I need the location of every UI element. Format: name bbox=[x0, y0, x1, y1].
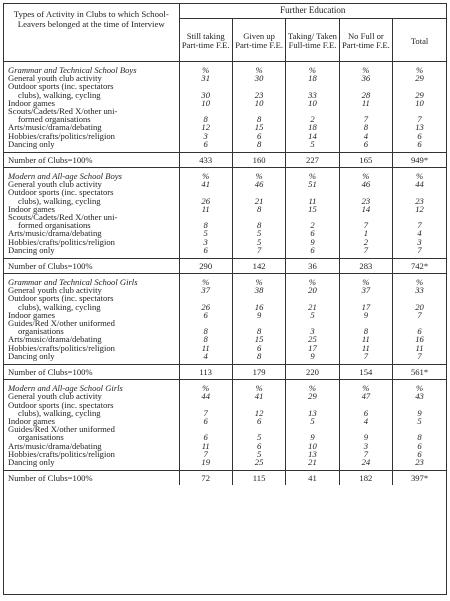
value-cell: 7 bbox=[179, 450, 232, 458]
value-cell: 9 bbox=[339, 433, 392, 441]
value-cell: 9 bbox=[286, 433, 339, 441]
activity-table-page bbox=[3, 3, 447, 595]
activity-label: Hobbies/crafts/politics/religion bbox=[4, 344, 179, 352]
percent-symbol: % bbox=[339, 172, 392, 180]
value-cell: 26 bbox=[179, 197, 232, 205]
activity-label: Dancing only bbox=[4, 246, 179, 254]
value-cell: 2 bbox=[286, 115, 339, 123]
percent-symbol: % bbox=[415, 383, 424, 394]
table-title: Types of Activity in Clubs to which School-Leavers belonged at the time of Interview bbox=[4, 4, 179, 62]
value-cell: 15 bbox=[232, 335, 285, 343]
value-cell: 5 bbox=[232, 433, 285, 441]
value-cell: 24 bbox=[339, 458, 392, 466]
count-value: 742* bbox=[393, 259, 446, 274]
section-title: Grammar and Technical School Girls bbox=[4, 278, 179, 286]
value-cell: 6 bbox=[339, 140, 392, 148]
value-cell: 13 bbox=[286, 450, 339, 458]
value-cell: 12 bbox=[232, 409, 285, 417]
value-cell: 8 bbox=[417, 432, 422, 443]
value-cell: 30 bbox=[179, 91, 232, 99]
percent-symbol: % bbox=[232, 172, 285, 180]
percent-symbol: % bbox=[286, 278, 339, 286]
count-label: Number of Clubs=100% bbox=[4, 153, 179, 168]
activity-label: Dancing only bbox=[4, 140, 179, 148]
value-cell: 11 bbox=[339, 344, 392, 352]
column-header-no-fe: No Full or Part-time F.E. bbox=[339, 19, 392, 62]
club-count-row bbox=[4, 259, 446, 274]
value-cell: 7 bbox=[339, 352, 392, 360]
percent-symbol: % bbox=[232, 66, 285, 74]
value-cell: 3 bbox=[339, 442, 392, 450]
value-cell: 33 bbox=[286, 91, 339, 99]
table-row bbox=[4, 238, 446, 246]
value-cell: 18 bbox=[286, 123, 339, 131]
count-value: 165 bbox=[339, 153, 392, 168]
value-cell: 5 bbox=[232, 450, 285, 458]
value-cell: 6 bbox=[232, 442, 285, 450]
percent-symbol: % bbox=[179, 384, 232, 392]
activity-label-continuation: organisations bbox=[4, 433, 179, 441]
value-cell: 3 bbox=[179, 238, 232, 246]
value-cell: 5 bbox=[286, 311, 339, 319]
value-cell: 36 bbox=[339, 74, 392, 82]
value-cell: 14 bbox=[339, 205, 392, 213]
value-cell: 20 bbox=[286, 286, 339, 294]
count-value: 142 bbox=[232, 259, 285, 274]
count-value: 160 bbox=[232, 153, 285, 168]
value-cell: 23 bbox=[415, 195, 424, 206]
value-cell: 6 bbox=[417, 440, 422, 451]
value-cell: 8 bbox=[232, 140, 285, 148]
value-cell: 17 bbox=[286, 344, 339, 352]
activity-label: Arts/music/drama/debating bbox=[4, 123, 179, 131]
percent-symbol: % bbox=[339, 384, 392, 392]
count-value: 179 bbox=[232, 365, 285, 380]
value-cell: 51 bbox=[286, 180, 339, 188]
value-cell: 8 bbox=[232, 352, 285, 360]
value-cell: 9 bbox=[286, 238, 339, 246]
value-cell: 4 bbox=[339, 417, 392, 425]
value-cell: 10 bbox=[286, 99, 339, 107]
further-education-heading: Further Education bbox=[179, 4, 446, 19]
activity-label: Hobbies/crafts/politics/religion bbox=[4, 450, 179, 458]
value-cell: 25 bbox=[232, 458, 285, 466]
value-cell: 41 bbox=[179, 180, 232, 188]
value-cell: 4 bbox=[339, 132, 392, 140]
value-cell: 8 bbox=[232, 205, 285, 213]
activity-label: General youth club activity bbox=[4, 74, 179, 82]
count-value: 154 bbox=[339, 365, 392, 380]
value-cell: 6 bbox=[179, 417, 232, 425]
value-cell: 46 bbox=[232, 180, 285, 188]
value-cell: 8 bbox=[179, 327, 232, 335]
header-row-top bbox=[4, 4, 446, 19]
value-cell: 1 bbox=[339, 229, 392, 237]
club-count-row bbox=[4, 471, 446, 486]
value-cell: 6 bbox=[417, 326, 422, 337]
value-cell: 25 bbox=[286, 335, 339, 343]
value-cell: 46 bbox=[339, 180, 392, 188]
activity-label: Indoor games bbox=[4, 99, 179, 107]
value-cell: 6 bbox=[232, 132, 285, 140]
table-row bbox=[4, 319, 446, 327]
value-cell: 5 bbox=[286, 417, 339, 425]
value-cell: 4 bbox=[417, 228, 422, 239]
value-cell: 20 bbox=[415, 301, 424, 312]
count-value: 433 bbox=[179, 153, 232, 168]
value-cell: 4 bbox=[179, 352, 232, 360]
value-cell: 10 bbox=[286, 442, 339, 450]
value-cell: 13 bbox=[286, 409, 339, 417]
value-cell: 16 bbox=[232, 303, 285, 311]
activity-label: Dancing only bbox=[4, 352, 179, 360]
activity-label: Outdoor sports (inc. spectators bbox=[4, 294, 179, 302]
value-cell: 12 bbox=[179, 123, 232, 131]
count-value: 115 bbox=[232, 471, 285, 486]
activity-table bbox=[4, 4, 446, 485]
column-header-still-part-time: Still taking Part-time F.E. bbox=[179, 19, 232, 62]
value-cell: 29 bbox=[415, 73, 424, 84]
count-value: 220 bbox=[286, 365, 339, 380]
value-cell: 7 bbox=[417, 220, 422, 231]
activity-label: Hobbies/crafts/politics/religion bbox=[4, 132, 179, 140]
percent-symbol: % bbox=[286, 172, 339, 180]
activity-label: General youth club activity bbox=[4, 180, 179, 188]
value-cell: 26 bbox=[179, 303, 232, 311]
value-cell: 23 bbox=[415, 456, 424, 467]
value-cell: 3 bbox=[286, 327, 339, 335]
percent-symbol: % bbox=[415, 171, 424, 182]
value-cell: 6 bbox=[179, 140, 232, 148]
value-cell: 5 bbox=[286, 140, 339, 148]
value-cell: 3 bbox=[179, 132, 232, 140]
value-cell: 11 bbox=[339, 335, 392, 343]
percent-symbol: % bbox=[179, 66, 232, 74]
value-cell: 7 bbox=[417, 244, 422, 255]
value-cell: 11 bbox=[179, 205, 232, 213]
activity-label-continuation: organisations bbox=[4, 327, 179, 335]
value-cell: 7 bbox=[339, 221, 392, 229]
count-value: 283 bbox=[339, 259, 392, 274]
value-cell: 44 bbox=[179, 392, 232, 400]
activity-label-continuation: clubs), walking, cycling bbox=[4, 303, 179, 311]
activity-label: Indoor games bbox=[4, 417, 179, 425]
column-header-given-up-part-time: Given up Part-time F.E. bbox=[232, 19, 285, 62]
value-cell: 8 bbox=[232, 221, 285, 229]
count-value: 41 bbox=[286, 471, 339, 486]
activity-label: General youth club activity bbox=[4, 392, 179, 400]
percent-symbol: % bbox=[286, 66, 339, 74]
value-cell: 23 bbox=[339, 197, 392, 205]
value-cell: 15 bbox=[286, 205, 339, 213]
percent-symbol: % bbox=[232, 278, 285, 286]
club-count-row bbox=[4, 153, 446, 168]
value-cell: 7 bbox=[179, 409, 232, 417]
value-cell: 37 bbox=[339, 286, 392, 294]
value-cell: 5 bbox=[232, 229, 285, 237]
table-row bbox=[4, 352, 446, 360]
value-cell: 7 bbox=[232, 246, 285, 254]
value-cell: 6 bbox=[286, 246, 339, 254]
value-cell: 8 bbox=[339, 123, 392, 131]
value-cell: 11 bbox=[339, 99, 392, 107]
value-cell: 7 bbox=[339, 246, 392, 254]
value-cell: 14 bbox=[286, 132, 339, 140]
percent-symbol: % bbox=[232, 384, 285, 392]
value-cell: 2 bbox=[286, 221, 339, 229]
percent-symbol: % bbox=[339, 66, 392, 74]
value-cell: 43 bbox=[415, 391, 424, 402]
value-cell: 6 bbox=[232, 344, 285, 352]
value-cell: 8 bbox=[232, 115, 285, 123]
table-row bbox=[4, 458, 446, 466]
activity-label-continuation: clubs), walking, cycling bbox=[4, 91, 179, 99]
value-cell: 8 bbox=[232, 327, 285, 335]
value-cell: 11 bbox=[179, 442, 232, 450]
value-cell: 8 bbox=[179, 221, 232, 229]
value-cell: 21 bbox=[286, 458, 339, 466]
percent-symbol: % bbox=[339, 278, 392, 286]
value-cell: 5 bbox=[417, 415, 422, 426]
club-count-row bbox=[4, 365, 446, 380]
value-cell: 17 bbox=[339, 303, 392, 311]
value-cell: 6 bbox=[417, 448, 422, 459]
value-cell: 7 bbox=[339, 115, 392, 123]
activity-label-continuation: formed organisations bbox=[4, 115, 179, 123]
count-value: 561* bbox=[393, 365, 446, 380]
value-cell: 31 bbox=[179, 74, 232, 82]
activity-label: Indoor games bbox=[4, 205, 179, 213]
value-cell: 21 bbox=[232, 197, 285, 205]
percent-symbol: % bbox=[179, 278, 232, 286]
value-cell: 7 bbox=[417, 114, 422, 125]
value-cell: 6 bbox=[179, 246, 232, 254]
section-title: Modern and All-age School Girls bbox=[4, 384, 179, 392]
activity-label: Hobbies/crafts/politics/religion bbox=[4, 238, 179, 246]
value-cell: 6 bbox=[286, 229, 339, 237]
activity-label: Dancing only bbox=[4, 458, 179, 466]
value-cell: 12 bbox=[415, 203, 424, 214]
value-cell: 47 bbox=[339, 392, 392, 400]
section-title: Modern and All-age School Boys bbox=[4, 172, 179, 180]
table-row bbox=[4, 140, 446, 148]
count-value: 72 bbox=[179, 471, 232, 486]
table-row-continuation bbox=[4, 409, 446, 417]
value-cell: 8 bbox=[339, 327, 392, 335]
activity-label: Scouts/Cadets/Red X/other uni- bbox=[4, 213, 179, 221]
count-value: 227 bbox=[286, 153, 339, 168]
value-cell: 18 bbox=[286, 74, 339, 82]
count-value: 397* bbox=[393, 471, 446, 486]
value-cell: 9 bbox=[417, 407, 422, 418]
value-cell: 10 bbox=[415, 97, 424, 108]
activity-label: Outdoor sports (inc. spectators bbox=[4, 188, 179, 196]
activity-label: Indoor games bbox=[4, 311, 179, 319]
table-row bbox=[4, 246, 446, 254]
count-label: Number of Clubs=100% bbox=[4, 259, 179, 274]
value-cell: 29 bbox=[286, 392, 339, 400]
table-row bbox=[4, 425, 446, 433]
value-cell: 7 bbox=[417, 309, 422, 320]
value-cell: 19 bbox=[179, 458, 232, 466]
value-cell: 11 bbox=[179, 344, 232, 352]
activity-label-continuation: clubs), walking, cycling bbox=[4, 197, 179, 205]
value-cell: 6 bbox=[232, 417, 285, 425]
value-cell: 21 bbox=[286, 303, 339, 311]
value-cell: 6 bbox=[417, 138, 422, 149]
count-value: 36 bbox=[286, 259, 339, 274]
value-cell: 29 bbox=[415, 89, 424, 100]
value-cell: 10 bbox=[179, 99, 232, 107]
value-cell: 15 bbox=[232, 123, 285, 131]
percent-symbol: % bbox=[179, 172, 232, 180]
table-row bbox=[4, 344, 446, 352]
column-header-total: Total bbox=[410, 35, 429, 46]
count-label: Number of Clubs=100% bbox=[4, 471, 179, 486]
value-cell: 7 bbox=[339, 450, 392, 458]
percent-symbol: % bbox=[415, 65, 424, 75]
value-cell: 23 bbox=[232, 91, 285, 99]
value-cell: 28 bbox=[339, 91, 392, 99]
count-value: 182 bbox=[339, 471, 392, 486]
value-cell: 8 bbox=[179, 115, 232, 123]
section-title: Grammar and Technical School Boys bbox=[4, 66, 179, 74]
value-cell: 30 bbox=[232, 74, 285, 82]
value-cell: 8 bbox=[179, 335, 232, 343]
value-cell: 11 bbox=[286, 197, 339, 205]
activity-label: Outdoor sports (inc. spectators bbox=[4, 401, 179, 409]
value-cell: 37 bbox=[179, 286, 232, 294]
value-cell: 13 bbox=[415, 122, 424, 133]
percent-symbol: % bbox=[286, 384, 339, 392]
value-cell: 6 bbox=[179, 311, 232, 319]
value-cell: 2 bbox=[339, 238, 392, 246]
value-cell: 3 bbox=[417, 236, 422, 247]
activity-label: Outdoor sports (inc. spectators bbox=[4, 82, 179, 90]
count-value: 949* bbox=[393, 153, 446, 168]
value-cell: 9 bbox=[286, 352, 339, 360]
activity-label: Guides/Red X/other uniformed bbox=[4, 425, 179, 433]
count-value: 290 bbox=[179, 259, 232, 274]
count-label: Number of Clubs=100% bbox=[4, 365, 179, 380]
value-cell: 7 bbox=[417, 350, 422, 361]
value-cell: 6 bbox=[179, 433, 232, 441]
value-cell: 9 bbox=[339, 311, 392, 319]
activity-label: Guides/Red X/other uniformed bbox=[4, 319, 179, 327]
value-cell: 41 bbox=[232, 392, 285, 400]
value-cell: 38 bbox=[232, 286, 285, 294]
activity-label: Scouts/Cadets/Red X/other uni- bbox=[4, 107, 179, 115]
value-cell: 16 bbox=[415, 334, 424, 345]
value-cell: 11 bbox=[415, 342, 424, 353]
activity-label-continuation: clubs), walking, cycling bbox=[4, 409, 179, 417]
activity-label-continuation: formed organisations bbox=[4, 221, 179, 229]
value-cell: 5 bbox=[232, 238, 285, 246]
value-cell: 44 bbox=[415, 179, 424, 190]
table-row bbox=[4, 132, 446, 140]
table-row-continuation bbox=[4, 197, 446, 205]
table-row-continuation bbox=[4, 303, 446, 311]
activity-label: Arts/music/drama/debating bbox=[4, 335, 179, 343]
percent-symbol: % bbox=[415, 277, 424, 288]
activity-label: General youth club activity bbox=[4, 286, 179, 294]
value-cell: 5 bbox=[179, 229, 232, 237]
value-cell: 6 bbox=[417, 130, 422, 141]
activity-label: Arts/music/drama/debating bbox=[4, 229, 179, 237]
count-value: 113 bbox=[179, 365, 232, 380]
table-row bbox=[4, 450, 446, 458]
table-row-continuation bbox=[4, 91, 446, 99]
column-header-full-time: Taking/ Taken Full-time F.E. bbox=[286, 19, 339, 62]
value-cell: 9 bbox=[232, 311, 285, 319]
value-cell: 6 bbox=[339, 409, 392, 417]
value-cell: 10 bbox=[232, 99, 285, 107]
value-cell: 33 bbox=[415, 285, 424, 296]
activity-label: Arts/music/drama/debating bbox=[4, 442, 179, 450]
